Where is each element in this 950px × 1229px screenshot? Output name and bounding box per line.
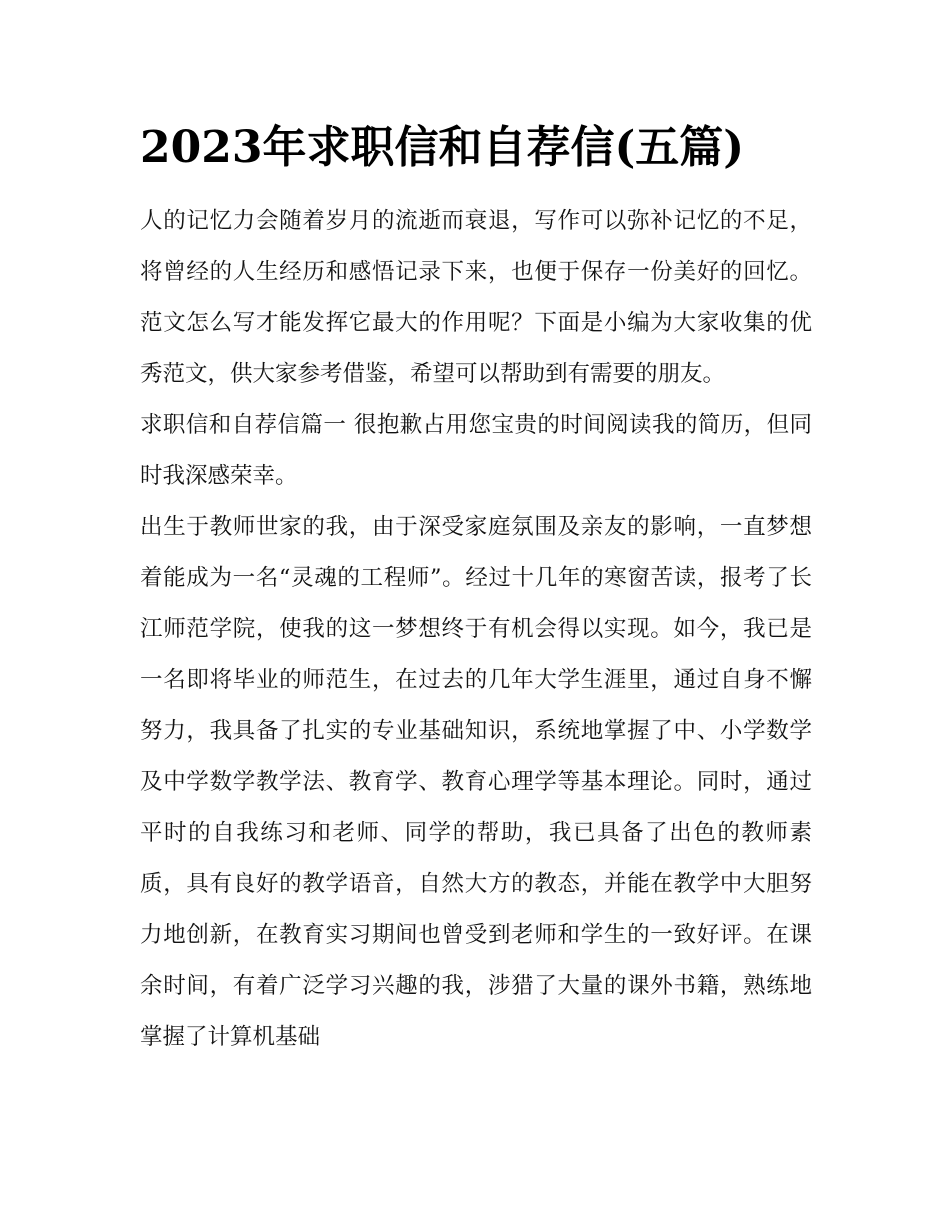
letter-one-opening-paragraph: 求职信和自荐信篇一 很抱歉占用您宝贵的时间阅读我的简历，但同时我深感荣幸。 — [140, 412, 812, 489]
document-title: 2023年求职信和自荐信(五篇) — [140, 122, 745, 173]
intro-paragraph: 人的记忆力会随着岁月的流逝而衰退，写作可以弥补记忆的不足，将曾经的人生经历和感悟记录下来，也便于保存一份美好的回忆。范文怎么写才能发挥它最大的作用呢？下面是小编为大家收集的优秀范文，供大家参考借鉴，希望可以帮助到有需要的朋友。 — [140, 208, 812, 387]
letter-one-body-paragraph: 出生于教师世家的我，由于深受家庭氛围及亲友的影响，一直梦想着能成为一名“灵魂的工程师”。经过十几年的寒窗苦读，报考了长江师范学院，使我的这一梦想终于有机会得以实现。如今，我已是一名即将毕业的师范生，在过去的几年大学生涯里，通过自身不懈努力，我具备了扎实的专业基础知识，系统地掌握了中、小学数学及中学数学教学法、教育学、教育心理学等基本理论。同时，通过平时的自我练习和老师、同学的帮助，我已具备了出色的教师素质，具有良好的教学语音，自然大方的教态，并能在教学中大胆努力地创新，在教育实习期间也曾受到老师和学生的一致好评。在课余时间，有着广泛学习兴趣的我，涉猎了大量的课外书籍，熟练地掌握了计算机基础 — [140, 514, 812, 1050]
document-body — [140, 196, 812, 1063]
